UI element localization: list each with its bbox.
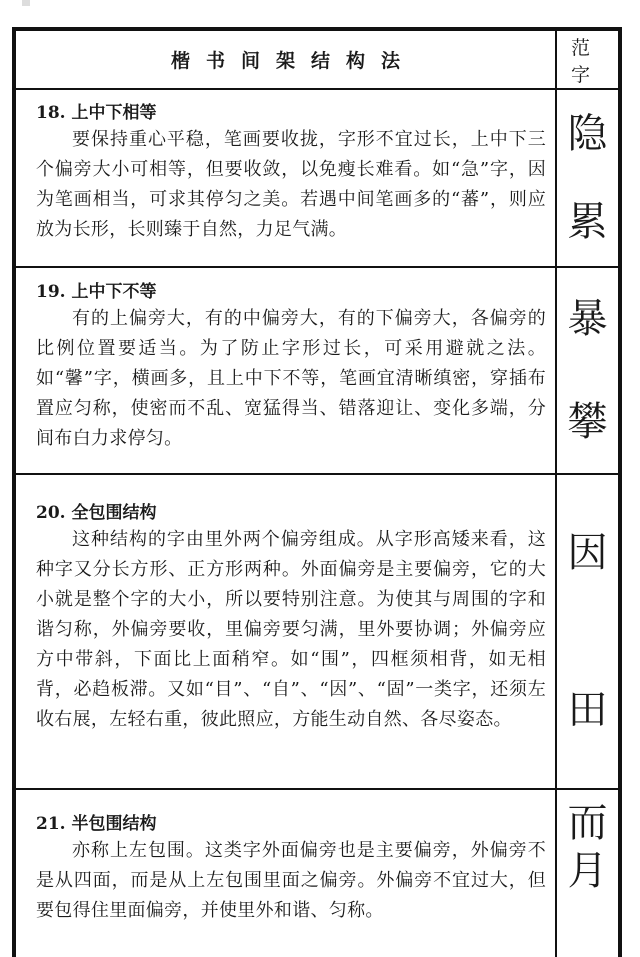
- section-19: [36, 280, 546, 454]
- section-18: [36, 101, 546, 245]
- sample-char: 隐: [567, 111, 608, 157]
- table-header-title: 楷书间架结构法: [170, 50, 416, 72]
- section-21: [36, 812, 546, 926]
- section-body: 这种结构的字由里外两个偏旁组成。从字形高矮来看，这种字又分长方形、正方形两种。外面偏旁是主要偏旁，它的大小就是整个字的大小，所以要特别注意。为使其与周围的字和谐匀称，外偏旁要收，里偏旁要匀满，里外要协调；外偏旁应方中带斜，下面比上面稍窄。如“围”，四框须相背，如无相背，必趋板滞。又如“目”、“自”、“因”、“固”一类字，还须左收右展，左轻右重，彼此照应，方能生动自然、各尽姿态。: [36, 529, 546, 730]
- calligraphy-table: [12, 27, 622, 957]
- sample-chars-20: [557, 475, 618, 788]
- sample-char: 暴: [567, 296, 608, 343]
- section-heading: 19. 上中下不等: [36, 282, 157, 302]
- section-heading: 18. 上中下相等: [36, 103, 157, 123]
- section-body: 有的上偏旁大，有的中偏旁大，有的下偏旁大，各偏旁的比例位置要适当。为了防止字形过长，可采用避就之法。如“馨”字，横画多，且上中下不等，笔画宜清晰缜密，穿插布置应匀称，使密而不乱、宽猛得当、错落迎让、变化多端，分间布白力求停匀。: [36, 308, 546, 449]
- section-body: 要保持重心平稳，笔画要收拢，字形不宜过长，上中下三个偏旁大小可相等，但要收敛，以免瘦长难看。如“急”字，因为笔画相当，可求其停匀之美。若遇中间笔画多的“蕃”，则应放为长形，长则臻于自然，力足气满。: [36, 129, 546, 240]
- row-divider: [16, 788, 618, 790]
- sample-chars-21: [557, 801, 618, 931]
- sample-char: 月: [567, 848, 608, 894]
- sample-char: 而: [567, 800, 608, 846]
- section-heading: 21. 半包围结构: [36, 814, 157, 834]
- sample-char: 田: [567, 686, 608, 733]
- scan-artifact: [22, 0, 30, 6]
- table-header-sample-column: 范字: [571, 36, 605, 86]
- header-divider: [16, 88, 618, 90]
- sample-char: 因: [567, 530, 608, 577]
- section-20: [36, 501, 546, 735]
- sample-char: 累: [567, 199, 608, 245]
- sample-char: 攀: [567, 398, 608, 445]
- row-divider: [16, 473, 618, 475]
- row-divider: [16, 266, 618, 268]
- section-body: 亦称上左包围。这类字外面偏旁也是主要偏旁，外偏旁不是从四面，而是从上左包围里面之偏旁。外偏旁不宜过大，但要包得住里面偏旁，并使里外和谐、匀称。: [36, 840, 546, 921]
- sample-chars-18: [557, 90, 618, 266]
- section-heading: 20. 全包围结构: [36, 503, 157, 523]
- sample-chars-19: [557, 268, 618, 473]
